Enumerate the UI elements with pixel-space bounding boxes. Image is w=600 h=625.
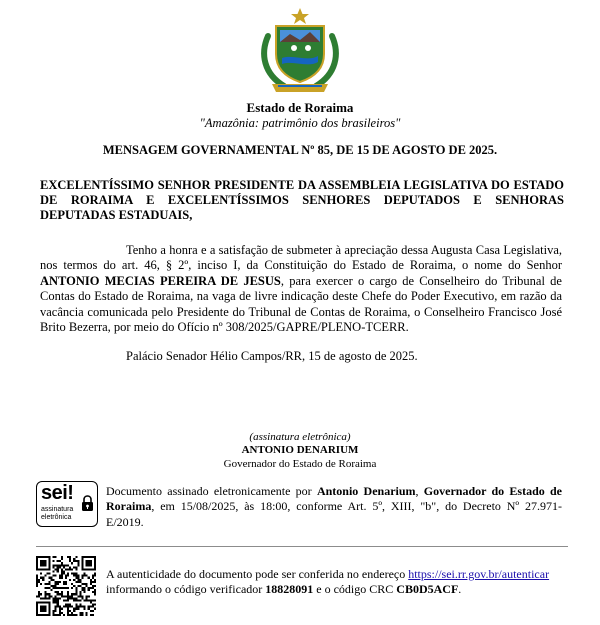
state-name: Estado de Roraima: [246, 100, 354, 115]
sei-sub-line2: eletrônica: [41, 514, 72, 521]
roraima-coat-of-arms-icon: [258, 6, 342, 96]
message-addressee: EXCELENTÍSSIMO SENHOR PRESIDENTE DA ASSEMBLEIA LEGISLATIVA DO ESTADO DE RORAIMA E EXCELENTÍSSIMOS SENHORES DEPUTADOS E SENHORAS DEPUTADAS ESTADUAIS,: [40, 178, 564, 222]
authentication-link[interactable]: https://sei.rr.gov.br/autenticar: [408, 567, 550, 581]
state-motto: "Amazônia: patrimônio dos brasileiros": [199, 116, 401, 130]
auth-text-pre: A autenticidade do documento pode ser conferida no endereço: [106, 567, 409, 581]
sei-logo-text: sei!: [41, 482, 74, 504]
qr-code-icon: [36, 556, 96, 616]
lock-icon: [81, 495, 94, 512]
sei-sub-line1: assinatura: [41, 506, 74, 513]
sei-signature-logo: [36, 481, 98, 527]
crc-code: CB0D5ACF: [396, 582, 459, 597]
body-text-part1: Tenho a honra e a satisfação de submeter à apreciação dessa Augusta Casa Legislativa, nos termos do art. 46, § 2º, inciso I, da Constituição do Estado de Roraima, o nome do Senhor: [40, 243, 562, 273]
sign-text-sep: ,: [415, 484, 424, 498]
sei-logo-subtitle: [41, 506, 73, 522]
sign-text-post: , em 15/08/2025, às 18:00, conforme Art. 5º, XIII, "b", do Decreto Nº 27.971-E/2019.: [106, 499, 562, 529]
signer-name: Antonio Denarium: [316, 484, 416, 498]
nominee-name: ANTONIO MECIAS PEREIRA DE JESUS: [40, 273, 281, 288]
verifier-code: 18828091: [265, 582, 314, 597]
section-divider: [36, 546, 568, 547]
auth-text-mid2: e o código CRC: [313, 582, 397, 597]
message-body: [40, 243, 562, 335]
signature-note: (assinatura eletrônica): [249, 431, 351, 443]
signatory-role: Governador do Estado de Roraima: [223, 458, 377, 470]
signer-role: Governador do Estado de Roraima: [106, 484, 562, 514]
body-text-part2: , para exercer o cargo de Conselheiro do Tribunal de Contas do Estado de Roraima, na vaga de livre indicação deste Chefe do Poder Executivo, em razão da vacância comunicada pelo Presidente do Tribunal de Contas de Roraima, o Conselheiro Francisco José Brito Bezerra, por meio do Ofício nº 308/2025/GAPRE/PLENO-TCERR.: [40, 273, 562, 335]
message-title: MENSAGEM GOVERNAMENTAL Nº 85, DE 15 DE AGOSTO DE 2025.: [102, 143, 498, 157]
authenticity-statement: [106, 567, 564, 598]
electronic-signature-statement: [106, 484, 562, 530]
auth-text-end: .: [458, 582, 462, 597]
sign-text-pre: Documento assinado eletronicamente por: [106, 484, 317, 498]
auth-text-mid: informando o código verificador: [106, 582, 266, 597]
place-date: Palácio Senador Hélio Campos/RR, 15 de agosto de 2025.: [126, 349, 418, 363]
signatory-name: ANTONIO DENARIUM: [241, 444, 359, 456]
